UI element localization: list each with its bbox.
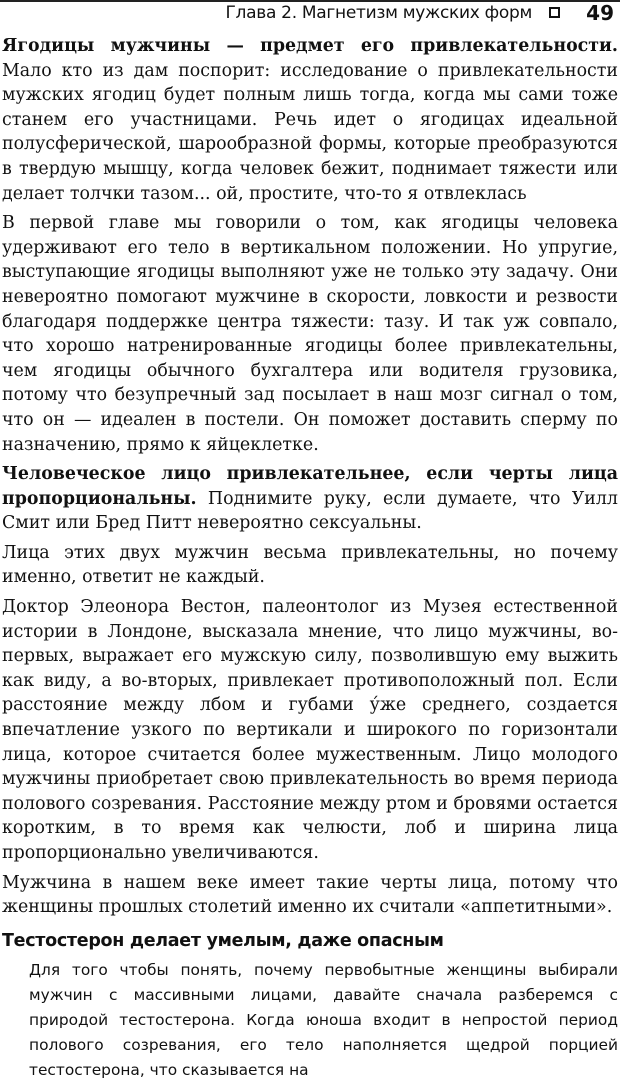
page-number: 49 [586,1,614,25]
chapter-title: Глава 2. Магнетизм мужских форм [225,3,532,23]
box-icon [549,7,560,18]
paragraph-buttocks [2,34,618,206]
paragraph-weston: Доктор Элеонора Вестон, палеонтолог из Музея естественной истории в Лондоне, высказала мнение, что лицо мужчины, во-первых, выражает его мужскую силу, позволившую ему выжить как виду, а во-вторых, привлекает противоположный пол. Если расстояние между лбом и губами у́же среднего, создается впечатление узкого по вертикали и широкого по горизонтали лица, которое считается более мужественным. Лицо молодого мужчины приобретает свою привлекательность во время периода полового созревания. Расстояние между ртом и бровями остается коротким, в то время как челюсти, лоб и ширина лица пропорционально увеличиваются. [2,597,618,863]
bold-lead: Ягодицы мужчины — предмет его привлекательности. [2,36,618,56]
section-paragraph: Для того чтобы понять, почему первобытные женщины выбирали мужчин с массивными лицами, давайте сначала разберемся с природой тестостерона. Когда юноша входит в непростой период полового созревания, его тело наполняется щедрой порцией тестостерона, что сказывается на [29,960,618,1079]
paragraph-text: Поднимите руку, если думаете, что Уилл Смит или Бред Питт невероятно сексуальны. [2,488,618,534]
paragraph-text: Мало кто из дам поспорит: исследование о привлекательности мужских ягодиц будет полным лишь тогда, когда мы сами тоже станем его участницами. Речь идет о ягодицах идеальной полусферической, шарообразной формы, которые преобразуются в твердую мышцу, когда человек бежит, поднимает тяжести или делает толчки тазом... ой, простите, что-то я отвлеклась [2,60,618,204]
paragraph-face [2,462,618,536]
bold-lead: Человеческое лицо привлекательнее, если черты лица пропорциональны. [2,464,618,509]
section-heading: Тестостерон делает умелым, даже опасным [2,930,444,951]
paragraph-two-men: Лица этих двух мужчин весьма привлекательны, но почему именно, ответит не каждый. [2,542,618,588]
page-body [2,34,618,1083]
header-rule [0,0,620,2]
paragraph-first-chapter: В первой главе мы говорили о том, как ягодицы человека удерживают его тело в вертикальном положении. Но упругие, выступающие ягодицы выполняют уже не только эту задачу. Они невероятно помогают мужчине в скорости, ловкости и резвости благодаря поддержке центра тяжести: тазу. И так уж совпало, что хорошо натренированные ягодицы более привлекательны, чем ягодицы обычного бухгалтера или водителя грузовика, потому что безупречный зад посылает в наш мозг сигнал о том, что он — идеален в постели. Он поможет доставить сперму по назначению, прямо к яйцеклетке. [2,213,618,455]
running-header [0,0,620,34]
paragraph-century: Мужчина в нашем веке имеет такие черты лица, потому что женщины прошлых столетий именно их считали «аппетитными». [2,872,618,918]
